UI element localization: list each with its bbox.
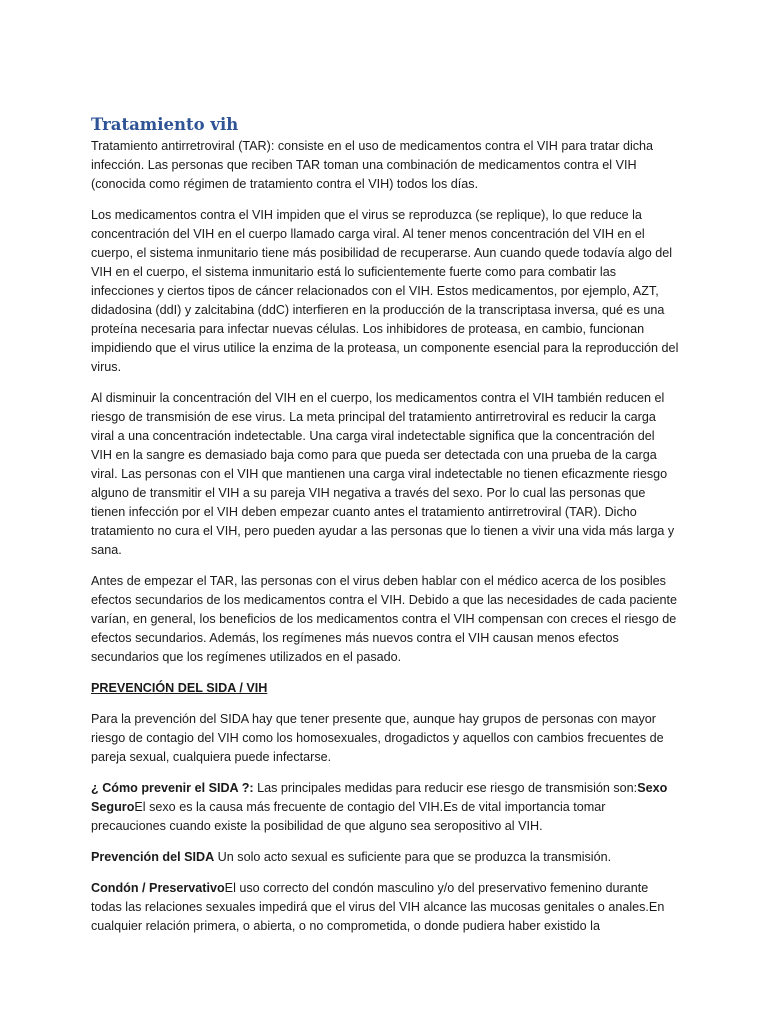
document-title: Tratamiento vih bbox=[91, 115, 239, 134]
paragraph-viral-load: Al disminuir la concentración del VIH en el cuerpo, los medicamentos contra el VIH también reducen el riesgo de transmisión de ese virus. La meta principal del tratamiento antirretroviral es reducir la carga viral a una concentración indetectable. Una carga viral indetectable significa que la concentración del VIH en la sangre es demasiado baja como para que pueda ser detectada con una prueba de la carga viral. Las personas con el VIH que mantienen una carga viral indetectable no tienen eficazmente riesgo alguno de transmitir el VIH a su pareja VIH negativa a través del sexo. Por lo cual las personas que tienen infección por el VIH deben empezar cuanto antes el tratamiento antirretroviral (TAR). Dicho tratamiento no cura el VIH, pero pueden ayudar a las personas que lo tienen a vivir una vida más larga y sana. bbox=[91, 391, 675, 557]
condom-text: El uso correcto del condón masculino y/o del preservativo femenino durante todas las relaciones sexuales impedirá que el virus del VIH alcance las mucosas genitales o anales.En cualquier relación primera, o abierta, o no comprometida, o donde pudiera haber existido la bbox=[91, 881, 665, 933]
condom-lead: Condón / Preservativo bbox=[91, 881, 225, 895]
section-heading-prevention: PREVENCIÓN DEL SIDA / VIH bbox=[91, 681, 268, 695]
document-page bbox=[91, 113, 679, 948]
prevention-sida-text: Un solo acto sexual es suficiente para que se produzca la transmisión. bbox=[214, 850, 612, 864]
prevention-sida-lead: Prevención del SIDA bbox=[91, 850, 215, 864]
safe-sex-label: Sexo Seguro bbox=[91, 781, 668, 814]
paragraph-medications: Los medicamentos contra el VIH impiden que el virus se reproduzca (se replique), lo que reduce la concentración del VIH en el cuerpo llamado carga viral. Al tener menos concentración del VIH en el cuerpo, el sistema inmunitario tiene más posibilidad de recuperarse. Aun cuando quede todavía algo del VIH en el cuerpo, el sistema inmunitario está lo suficientemente fuerte como para combatir las infecciones y ciertos tipos de cáncer relacionados con el VIH. Estos medicamentos, por ejemplo, AZT, didadosina (ddI) y zalcitabina (ddC) interfieren en la producción de la transcriptasa inversa, qué es una proteína necesaria para infectar nuevas células. Los inhibidores de proteasa, en cambio, funcionan impidiendo que el virus utilice la enzima de la proteasa, un componente esencial para la reproducción del virus. bbox=[91, 208, 679, 374]
how-prevent-text-2: El sexo es la causa más frecuente de contagio del VIH.Es de vital importancia tomar precauciones cuando existe la posibilidad de que alguno sea seropositivo al VIH. bbox=[91, 800, 606, 833]
paragraph-how-prevent bbox=[91, 779, 679, 836]
paragraph-prevention-intro: Para la prevención del SIDA hay que tener presente que, aunque hay grupos de personas con mayor riesgo de contagio del VIH como los homosexuales, drogadictos y aquellos con cambios frecuentes de pareja sexual, cualquiera puede infectarse. bbox=[91, 712, 664, 764]
how-prevent-lead: ¿ Cómo prevenir el SIDA ?: bbox=[91, 781, 254, 795]
paragraph-prevention-sida bbox=[91, 848, 679, 867]
paragraph-side-effects: Antes de empezar el TAR, las personas con el virus deben hablar con el médico acerca de los posibles efectos secundarios de los medicamentos contra el VIH. Debido a que las necesidades de cada paciente varían, en general, los beneficios de los medicamentos contra el VIH compensan con creces el riesgo de efectos secundarios. Además, los regímenes más nuevos contra el VIH causan menos efectos secundarios que los regímenes utilizados en el pasado. bbox=[91, 574, 677, 664]
paragraph-condom bbox=[91, 879, 679, 936]
paragraph-tar: Tratamiento antirretroviral (TAR): consiste en el uso de medicamentos contra el VIH para tratar dicha infección. Las personas que reciben TAR toman una combinación de medicamentos contra el VIH (conocida como régimen de tratamiento contra el VIH) todos los días. bbox=[91, 139, 654, 191]
how-prevent-text-1: Las principales medidas para reducir ese riesgo de transmisión son: bbox=[253, 781, 638, 795]
